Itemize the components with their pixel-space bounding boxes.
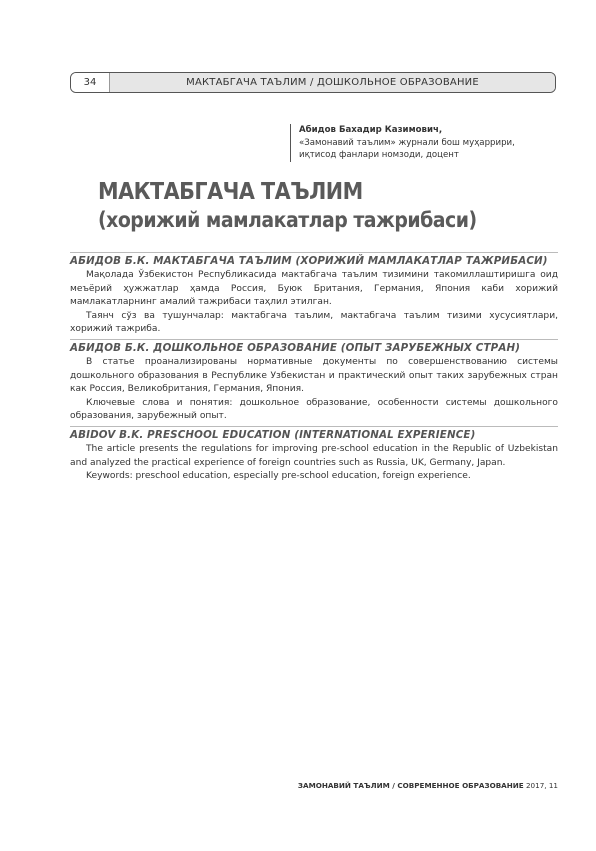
author-position: «Замонавий таълим» журнали бош муҳаррири, xyxy=(299,137,515,148)
abstract-ru xyxy=(70,356,558,424)
running-header xyxy=(70,72,556,93)
article-title-line1: МАКТАБГАЧА ТАЪЛИМ xyxy=(98,179,363,205)
divider xyxy=(70,426,558,427)
abstract-text-ru: В статье проанализированы нормативные документы по совершенствованию системы дошкольного образования в Республике Узбекистан и практический опыт таких зарубежных стран как Россия, Великобритания, Германия, Япония. xyxy=(70,357,558,394)
footer-journal: ЗАМОНАВИЙ ТАЪЛИМ / СОВРЕМЕННОЕ ОБРАЗОВАНИЕ xyxy=(297,781,524,790)
abstract-text-uz: Мақолада Ўзбекистон Республикасида мактабгача таълим тизимини такомиллаштиришга оид меъёрий ҳужжатлар ҳамда Россия, Буюк Британия, Германия, Япония каби хорижий мамлакатларнинг амалий тажрибаси таҳлил этилган. xyxy=(70,270,558,307)
page-number: 34 xyxy=(71,73,110,92)
abstract-heading-ru: АБИДОВ Б.К. ДОШКОЛЬНОЕ ОБРАЗОВАНИЕ (ОПЫТ ЗАРУБЕЖНЫХ СТРАН) xyxy=(70,342,521,354)
abstract-heading-uz: АБИДОВ Б.К. МАКТАБГАЧА ТАЪЛИМ (ХОРИЖИЙ МАМЛАКАТЛАР ТАЖРИБАСИ) xyxy=(70,255,548,267)
author-name: Абидов Бахадир Казимович, xyxy=(299,125,443,135)
author-degree: иқтисод фанлари номзоди, доцент xyxy=(299,150,459,160)
abstract-text-en: The article presents the regulations for improving pre-school education in the Republic of Uzbekistan and analyzed the practical experience of foreign countries such as Russia, UK, Germany, Japan. xyxy=(70,444,558,468)
abstract-heading-en: ABIDOV B.K. PRESCHOOL EDUCATION (INTERNATIONAL EXPERIENCE) xyxy=(70,429,476,441)
author-block xyxy=(290,124,515,162)
abstract-keywords-ru: Ключевые слова и понятия: дошкольное образование, особенности системы дошкольного образования, зарубежный опыт. xyxy=(70,397,558,421)
article-title-line2: (хорижий мамлакатлар тажрибаси) xyxy=(98,208,477,232)
divider xyxy=(70,339,558,340)
abstract-keywords-en: Keywords: preschool education, especially pre-school education, foreign experience. xyxy=(86,471,471,481)
abstract-uz xyxy=(70,269,558,337)
divider xyxy=(70,252,558,253)
article-title xyxy=(98,178,477,234)
footer-issue: 2017, 11 xyxy=(525,781,558,790)
abstract-en xyxy=(70,443,558,484)
journal-section-title: МАКТАБГАЧА ТАЪЛИМ / ДОШКОЛЬНОЕ ОБРАЗОВАНИЕ xyxy=(110,73,555,92)
page-footer xyxy=(298,781,558,790)
abstract-keywords-uz: Таянч сўз ва тушунчалар: мактабгача таълим, мактабгача таълим тизими хусусиятлари, хорижий тажриба. xyxy=(70,310,558,334)
